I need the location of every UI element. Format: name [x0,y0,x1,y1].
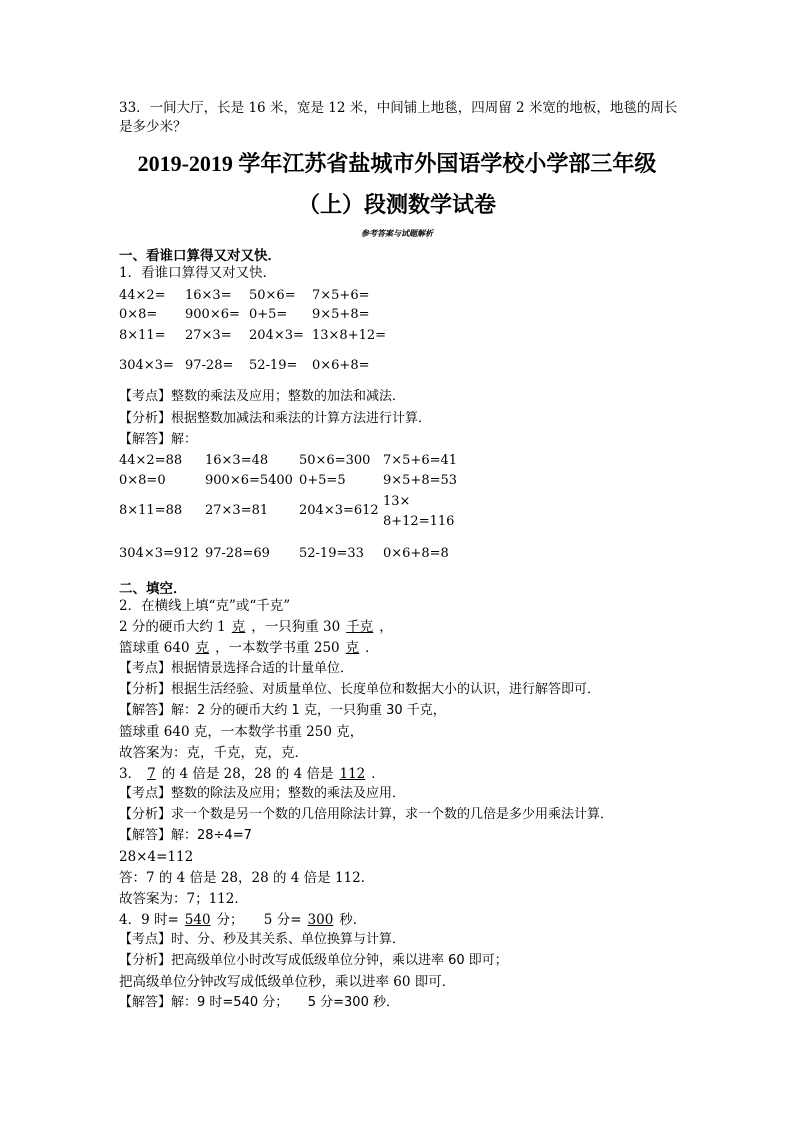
q33-line1: 33．一间大厅，长是 16 米，宽是 12 米，中间铺上地毯，四周留 2 米宽的地板，地毯的周长 [119,100,678,116]
problem: 27×3= [185,328,232,343]
problem: 9×5+8= [312,307,370,322]
answer: 27×3=81 [205,503,269,518]
answer: 304×3=912 [119,546,199,561]
q1-kaodian: 【考点】整数的乘法及应用；整数的加法和减法． [119,389,406,404]
q3-calc: 28×4=112 [119,849,194,865]
page-title: 2019-2019 学年江苏省盐城市外国语学校小学部三年级 [137,151,657,176]
answer: 44×2=88 [119,453,183,468]
answer: 52-19=33 [299,546,364,561]
problem: 13×8+12= [312,328,387,343]
problem: 52-19= [249,358,298,373]
q2-text: ， [379,619,393,635]
problem: 7×5+6= [312,288,370,303]
answer: 9×5+8=53 [383,473,458,488]
q3-answer: 故答案为：7；112． [119,891,248,907]
problem: 0×6+8= [312,358,370,373]
q1-title: 1．看谁口算得又对又快． [119,265,277,281]
q4-fenxi: 【分析】把高级单位小时改写成低级单位分钟，乘以进率 60 即可； [119,953,508,968]
answer: 0×6+8=8 [383,546,449,561]
q4-blank: 540 [184,912,211,928]
page-subtitle: 参考答案与试题解析 [361,228,433,238]
q3-blank: 112 [339,766,366,782]
q4-text: 秒． [339,912,367,928]
q2-title: 2．在横线上填“克”或“千克” [119,598,291,614]
problem: 204×3= [249,328,304,343]
q2-jieda-line2: 篮球重 640 克，一本数学书重 250 克， [119,724,364,740]
answer: 13× [383,494,411,509]
q3-fenxi: 【分析】求一个数是另一个数的几倍用除法计算，求一个数的几倍是多少用乘法计算． [119,807,614,822]
q4-jieda: 【解答】解：9 时=540 分； 5 分=300 秒． [119,995,399,1010]
q3-blank: 7 [147,766,156,782]
q33-line2: 是多少米？ [119,119,187,135]
problem: 44×2= [119,288,166,303]
section2-heading: 二、填空． [119,581,187,597]
answer: 97-28=69 [205,546,270,561]
q2-answer: 故答案为：克，千克，克，克． [119,745,308,761]
q4-blank: 300 [307,912,334,928]
q2-text: ，一只狗重 30 [251,619,341,635]
problem: 97-28= [185,358,234,373]
q3-jieda: 【解答】解：28÷4=7 [119,828,252,843]
q3-line [119,766,385,782]
section1-heading: 一、看谁口算得又对又快． [119,248,281,264]
q3-text: 3． [119,766,142,782]
answer: 0+5=5 [299,473,346,488]
problem: 8×11= [119,328,166,343]
q2-blank: 克 [195,640,210,656]
page-title-line2: （上）段测数学试卷 [297,192,496,217]
q2-kaodian: 【考点】根据情景选择合适的计量单位． [119,661,354,676]
q2-text: ． [365,640,379,656]
answer: 8×11=88 [119,503,183,518]
q4-text: 分； 5 分= [216,912,302,928]
q2-line1 [119,619,393,635]
problem: 0×8= [119,307,158,322]
problem: 0+5= [249,307,288,322]
q2-blank: 千克 [346,619,374,635]
answer: 16×3=48 [205,453,269,468]
problem: 50×6= [249,288,296,303]
q2-text: 2 分的硬币大约 1 [119,619,226,635]
q2-line2 [119,640,379,656]
q2-fenxi: 【分析】根据生活经验、对质量单位、长度单位和数据大小的认识，进行解答即可． [119,682,601,697]
q4-kaodian: 【考点】时、分、秒及其关系、单位换算与计算． [119,932,406,947]
q2-jieda: 【解答】解：2 分的硬币大约 1 克，一只狗重 30 千克， [119,703,446,718]
q1-jieda: 【解答】解： [119,432,198,447]
answer: 50×6=300 [299,453,371,468]
q3-text: 的 4 倍是 28，28 的 4 倍是 [161,766,334,782]
q1-fenxi: 【分析】根据整数加减法和乘法的计算方法进行计算． [119,411,432,426]
q3-da: 答：7 的 4 倍是 28，28 的 4 倍是 112． [119,870,375,886]
answer: 0×8=0 [119,473,166,488]
q3-kaodian: 【考点】整数的除法及应用；整数的乘法及应用． [119,786,406,801]
problem: 900×6= [185,307,240,322]
q3-text: ． [371,766,385,782]
q4-text: 4．9 时= [119,912,179,928]
answer: 900×6=5400 [205,473,293,488]
answer: 204×3=612 [299,503,379,518]
q2-text: 篮球重 640 [119,640,190,656]
q4-line [119,912,366,928]
answer: 7×5+6=41 [383,453,458,468]
q2-blank: 克 [231,619,246,635]
q2-text: ，一本数学书重 250 [215,640,340,656]
q2-blank: 克 [345,640,360,656]
q4-fenxi-line2: 把高级单位分钟改写成低级单位秒，乘以进率 60 即可． [119,974,456,990]
answer: 8+12=116 [383,514,455,529]
problem: 304×3= [119,358,174,373]
problem: 16×3= [185,288,232,303]
